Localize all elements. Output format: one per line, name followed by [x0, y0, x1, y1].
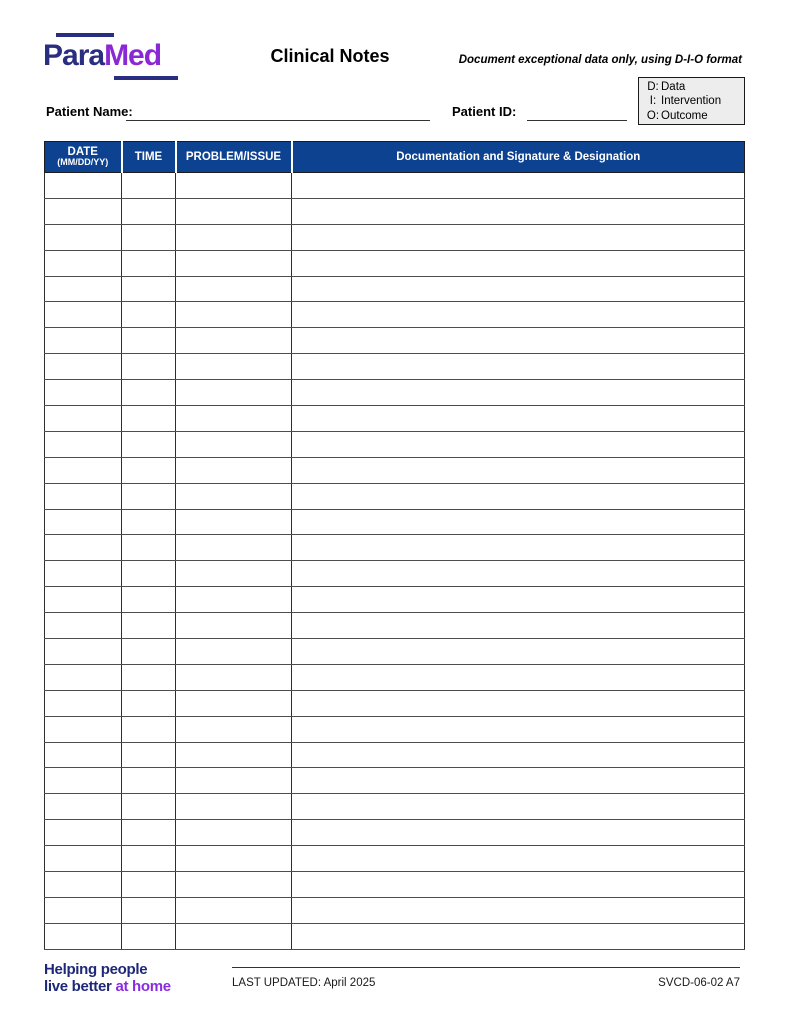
cell-date[interactable]: [45, 613, 122, 639]
cell-problem[interactable]: [176, 897, 292, 923]
cell-time[interactable]: [122, 302, 176, 328]
cell-date[interactable]: [45, 483, 122, 509]
cell-documentation[interactable]: [292, 690, 745, 716]
table-row: [45, 276, 745, 302]
cell-documentation[interactable]: [292, 224, 745, 250]
cell-problem[interactable]: [176, 354, 292, 380]
last-updated-text: LAST UPDATED: April 2025: [232, 977, 376, 989]
cell-time[interactable]: [122, 561, 176, 587]
logo-bottom-rule: [114, 76, 178, 80]
cell-documentation[interactable]: [292, 561, 745, 587]
cell-documentation[interactable]: [292, 716, 745, 742]
patient-id-field[interactable]: [527, 104, 627, 121]
tagline-line2-purple: at home: [115, 977, 171, 995]
cell-problem[interactable]: [176, 561, 292, 587]
table-row: [45, 561, 745, 587]
cell-time[interactable]: [122, 406, 176, 432]
cell-documentation[interactable]: [292, 250, 745, 276]
cell-documentation[interactable]: [292, 380, 745, 406]
dio-legend-box: [638, 77, 745, 125]
cell-time[interactable]: [122, 587, 176, 613]
table-row: [45, 897, 745, 923]
cell-problem[interactable]: [176, 768, 292, 794]
cell-problem[interactable]: [176, 328, 292, 354]
logo-top-rule: [56, 33, 114, 37]
cell-problem[interactable]: [176, 716, 292, 742]
cell-date[interactable]: [45, 820, 122, 846]
cell-date[interactable]: [45, 380, 122, 406]
cell-problem[interactable]: [176, 406, 292, 432]
cell-time[interactable]: [122, 509, 176, 535]
legend-label-intervention: Intervention: [661, 95, 722, 108]
table-row: [45, 509, 745, 535]
table-row: [45, 250, 745, 276]
cell-date[interactable]: [45, 639, 122, 665]
cell-date[interactable]: [45, 224, 122, 250]
cell-date[interactable]: [45, 457, 122, 483]
cell-problem[interactable]: [176, 483, 292, 509]
cell-time[interactable]: [122, 872, 176, 898]
cell-date[interactable]: [45, 431, 122, 457]
brand-tagline: [44, 962, 171, 995]
cell-date[interactable]: [45, 561, 122, 587]
legend-label-outcome: Outcome: [661, 109, 708, 122]
logo-text-para: Para: [43, 39, 105, 72]
cell-time[interactable]: [122, 250, 176, 276]
cell-documentation[interactable]: [292, 431, 745, 457]
cell-problem[interactable]: [176, 457, 292, 483]
legend-row-data: [645, 80, 738, 94]
table-row: [45, 302, 745, 328]
table-row: [45, 768, 745, 794]
cell-documentation[interactable]: [292, 664, 745, 690]
cell-date[interactable]: [45, 872, 122, 898]
patient-name-label: Patient Name:: [46, 104, 133, 119]
table-row: [45, 664, 745, 690]
cell-problem[interactable]: [176, 173, 292, 199]
cell-problem[interactable]: [176, 198, 292, 224]
form-code: SVCD-06-02 A7: [658, 977, 740, 989]
cell-problem[interactable]: [176, 250, 292, 276]
cell-documentation[interactable]: [292, 173, 745, 199]
cell-problem[interactable]: [176, 742, 292, 768]
cell-time[interactable]: [122, 923, 176, 949]
cell-documentation[interactable]: [292, 198, 745, 224]
cell-date[interactable]: [45, 535, 122, 561]
cell-problem[interactable]: [176, 302, 292, 328]
cell-problem[interactable]: [176, 794, 292, 820]
table-row: [45, 198, 745, 224]
cell-time[interactable]: [122, 483, 176, 509]
legend-label-data: Data: [661, 81, 686, 93]
column-header-time: TIME: [122, 142, 176, 173]
cell-time[interactable]: [122, 742, 176, 768]
cell-date[interactable]: [45, 664, 122, 690]
cell-date[interactable]: [45, 354, 122, 380]
cell-time[interactable]: [122, 846, 176, 872]
paramed-logo: [43, 31, 193, 86]
cell-problem[interactable]: [176, 587, 292, 613]
tagline-line2-navy: live better: [44, 977, 116, 995]
cell-date[interactable]: [45, 690, 122, 716]
page-title: Clinical Notes: [270, 46, 390, 66]
table-header: [45, 142, 745, 173]
logo-wordmark: [43, 39, 161, 73]
cell-documentation[interactable]: [292, 302, 745, 328]
cell-date[interactable]: [45, 302, 122, 328]
cell-documentation[interactable]: [292, 742, 745, 768]
table-row: [45, 173, 745, 199]
cell-documentation[interactable]: [292, 897, 745, 923]
logo-text-med: Med: [104, 39, 162, 72]
table-row: [45, 742, 745, 768]
cell-documentation[interactable]: [292, 872, 745, 898]
table-row: [45, 328, 745, 354]
cell-date[interactable]: [45, 716, 122, 742]
cell-date[interactable]: [45, 250, 122, 276]
table-row: [45, 457, 745, 483]
cell-documentation[interactable]: [292, 354, 745, 380]
table-row: [45, 406, 745, 432]
cell-problem[interactable]: [176, 820, 292, 846]
cell-documentation[interactable]: [292, 639, 745, 665]
cell-time[interactable]: [122, 820, 176, 846]
legend-row-outcome: [645, 109, 738, 123]
cell-date[interactable]: [45, 173, 122, 199]
cell-time[interactable]: [122, 768, 176, 794]
table-row: [45, 794, 745, 820]
cell-time[interactable]: [122, 276, 176, 302]
cell-time[interactable]: [122, 639, 176, 665]
cell-date[interactable]: [45, 742, 122, 768]
cell-date[interactable]: [45, 587, 122, 613]
cell-problem[interactable]: [176, 431, 292, 457]
cell-problem[interactable]: [176, 923, 292, 949]
table-header-row: [45, 142, 745, 173]
legend-key-o: O:: [646, 109, 660, 122]
cell-problem[interactable]: [176, 535, 292, 561]
cell-documentation[interactable]: [292, 820, 745, 846]
cell-time[interactable]: [122, 173, 176, 199]
table-row: [45, 483, 745, 509]
table-row: [45, 587, 745, 613]
table-row: [45, 716, 745, 742]
table-row: [45, 613, 745, 639]
cell-time[interactable]: [122, 690, 176, 716]
dio-instruction-note: Document exceptional data only, using D-I-O format: [458, 54, 742, 66]
clinical-notes-table: [44, 141, 745, 950]
cell-date[interactable]: [45, 198, 122, 224]
table-row: [45, 690, 745, 716]
cell-documentation[interactable]: [292, 923, 745, 949]
cell-documentation[interactable]: [292, 509, 745, 535]
cell-documentation[interactable]: [292, 535, 745, 561]
cell-time[interactable]: [122, 897, 176, 923]
cell-time[interactable]: [122, 198, 176, 224]
cell-time[interactable]: [122, 354, 176, 380]
notes-table-body: [45, 173, 745, 950]
table-row: [45, 380, 745, 406]
cell-problem[interactable]: [176, 224, 292, 250]
table-row: [45, 431, 745, 457]
table-row: [45, 923, 745, 949]
legend-row-intervention: [645, 94, 738, 108]
cell-date[interactable]: [45, 509, 122, 535]
patient-name-field[interactable]: [126, 104, 430, 121]
table-row: [45, 224, 745, 250]
footer-divider: [232, 967, 740, 968]
cell-time[interactable]: [122, 664, 176, 690]
cell-time[interactable]: [122, 328, 176, 354]
cell-time[interactable]: [122, 535, 176, 561]
table-row: [45, 639, 745, 665]
tagline-line1: Helping people: [44, 961, 148, 978]
cell-documentation[interactable]: [292, 328, 745, 354]
cell-date[interactable]: [45, 846, 122, 872]
table-row: [45, 820, 745, 846]
column-header-date-format: (MM/DD/YY): [57, 157, 109, 168]
cell-time[interactable]: [122, 431, 176, 457]
cell-date[interactable]: [45, 794, 122, 820]
cell-problem[interactable]: [176, 846, 292, 872]
legend-key-d: D:: [647, 81, 659, 93]
cell-date[interactable]: [45, 923, 122, 949]
cell-date[interactable]: [45, 768, 122, 794]
cell-problem[interactable]: [176, 276, 292, 302]
cell-problem[interactable]: [176, 664, 292, 690]
cell-date[interactable]: [45, 406, 122, 432]
cell-time[interactable]: [122, 380, 176, 406]
table-row: [45, 872, 745, 898]
table-row: [45, 354, 745, 380]
cell-problem[interactable]: [176, 872, 292, 898]
column-header-documentation: Documentation and Signature & Designation: [292, 142, 745, 173]
table-row: [45, 535, 745, 561]
cell-documentation[interactable]: [292, 846, 745, 872]
table-row: [45, 846, 745, 872]
cell-documentation[interactable]: [292, 613, 745, 639]
column-header-problem: PROBLEM/ISSUE: [176, 142, 292, 173]
cell-date[interactable]: [45, 897, 122, 923]
cell-documentation[interactable]: [292, 457, 745, 483]
cell-problem[interactable]: [176, 690, 292, 716]
cell-documentation[interactable]: [292, 587, 745, 613]
cell-documentation[interactable]: [292, 406, 745, 432]
cell-time[interactable]: [122, 794, 176, 820]
cell-date[interactable]: [45, 328, 122, 354]
cell-time[interactable]: [122, 224, 176, 250]
column-header-date-label: DATE: [67, 145, 98, 158]
cell-problem[interactable]: [176, 509, 292, 535]
cell-problem[interactable]: [176, 613, 292, 639]
cell-problem[interactable]: [176, 639, 292, 665]
column-header-date: [45, 142, 122, 173]
cell-documentation[interactable]: [292, 276, 745, 302]
cell-time[interactable]: [122, 457, 176, 483]
cell-documentation[interactable]: [292, 794, 745, 820]
cell-date[interactable]: [45, 276, 122, 302]
legend-key-i: I:: [649, 95, 657, 108]
cell-documentation[interactable]: [292, 768, 745, 794]
patient-id-label: Patient ID:: [452, 104, 517, 119]
cell-time[interactable]: [122, 716, 176, 742]
cell-documentation[interactable]: [292, 483, 745, 509]
cell-problem[interactable]: [176, 380, 292, 406]
cell-time[interactable]: [122, 613, 176, 639]
